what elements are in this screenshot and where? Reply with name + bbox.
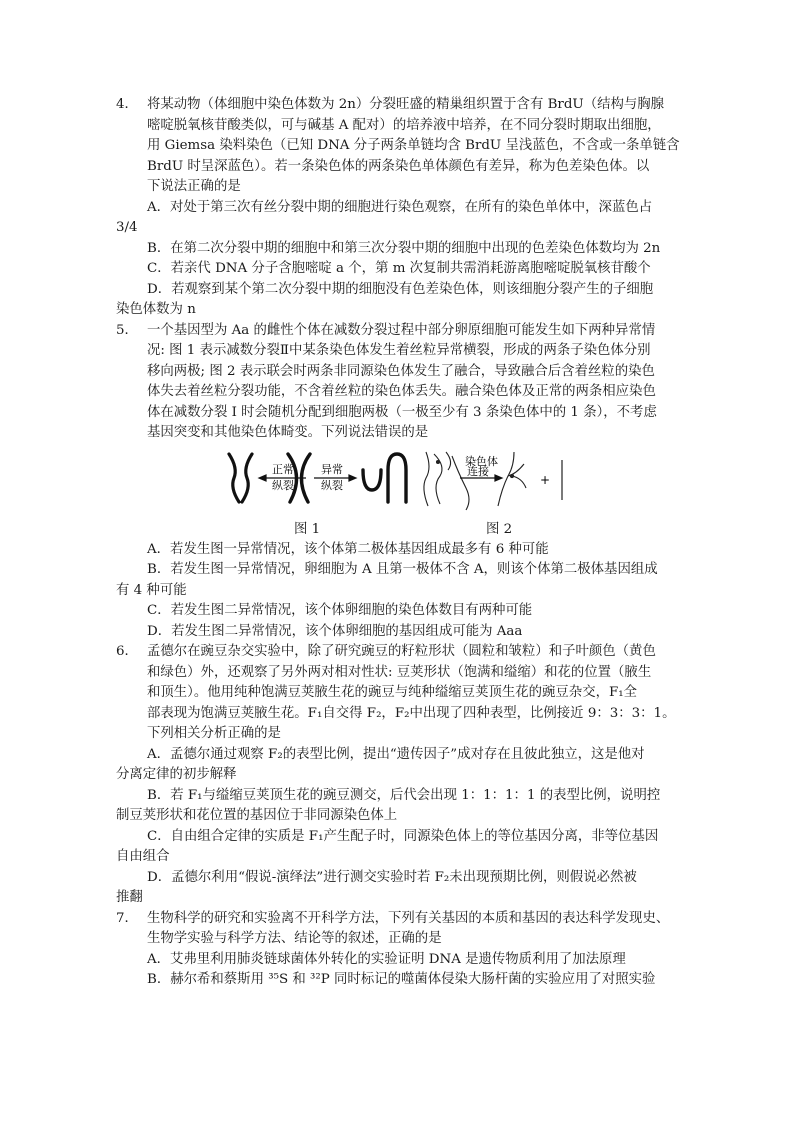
option-d: D．若观察到某个第二次分裂中期的细胞没有色差染色体，则该细胞分裂产生的子细胞 bbox=[147, 281, 654, 297]
option-d-cont: 染色体数为 n bbox=[116, 302, 196, 317]
stem-line: 和顶生）。他用纯种饱满豆荚腋生花的豌豆与纯种缢缩豆荚顶生花的豌豆杂交，F₁全 bbox=[147, 685, 638, 700]
option-c: C．自由组合定律的实质是 F₁产生配子时，同源染色体上的等位基因分离，非等位基因 bbox=[147, 828, 659, 844]
stem-line: 体失去着丝粒分裂功能，不含着丝粒的染色体丢失。融合染色体及正常的两条相应染色 bbox=[147, 384, 656, 399]
question-5 bbox=[116, 321, 688, 643]
question-number: 4． bbox=[116, 97, 138, 112]
stem-line: 生物科学的研究和实验离不开科学方法，下列有关基因的本质和基因的表达科学发现史、 bbox=[147, 910, 670, 926]
figures bbox=[116, 448, 688, 540]
stem-line: 嘧啶脱氧核苷酸类似，可与碱基 A 配对）的培养液中培养，在不同分裂时期取出细胞， bbox=[147, 117, 661, 133]
fusion-chromosomes-icon bbox=[424, 452, 469, 510]
question-6 bbox=[116, 642, 688, 909]
option-a-cont: 分离定律的初步解释 bbox=[116, 767, 237, 782]
stem-line: BrdU 时呈深蓝色）。若一条染色体的两条染色单体颜色有差异，称为色差染色体。以 bbox=[147, 158, 650, 174]
figure-1-caption: 图 1 bbox=[294, 521, 321, 537]
stem-line: 部表现为饱满豆荚腋生花。F₁自交得 F₂，F₂中出现了四种表型，比例接近 9：3：3：1。 bbox=[147, 705, 676, 721]
option-b-cont: 制豆荚形状和花位置的基因位于非同源染色体上 bbox=[116, 808, 398, 823]
stem-line: 生物学实验与科学方法、结论等的叙述，正确的是 bbox=[147, 931, 442, 946]
stem-line: 将某动物（体细胞中染色体数为 2n）分裂旺盛的精巢组织置于含有 BrdU（结构与胸腺 bbox=[147, 97, 665, 112]
stem-line: 和绿色）外，还观察了另外两对相对性状: 豆荚形状（饱满和缢缩）和花的位置（腋生 bbox=[147, 664, 652, 680]
stem-line: 下说法正确的是 bbox=[147, 179, 241, 194]
option-a: A．若发生图一异常情况，该个体第二极体基因组成最多有 6 种可能 bbox=[147, 541, 549, 557]
chromatid-split-left-icon bbox=[229, 454, 252, 502]
option-d: D．若发生图二异常情况，该个体卵细胞的基因组成可能为 Aaa bbox=[147, 623, 523, 639]
exam-page bbox=[116, 95, 688, 991]
stem-line: 下列相关分析正确的是 bbox=[147, 726, 281, 741]
option-c-cont: 自由组合 bbox=[116, 849, 170, 864]
stem-line: 移向两极; 图 2 表示联会时两条非同源染色体发生了融合，导致融合后含着丝粒的染色 bbox=[147, 363, 655, 379]
figure-1-diagram bbox=[116, 448, 688, 520]
label-abnormal: 异常 bbox=[321, 462, 343, 476]
label-connect: 连接 bbox=[467, 464, 489, 478]
option-a: A．孟德尔通过观察 F₂的表型比例，提出“遗传因子”成对存在且彼此独立，这是他对 bbox=[147, 746, 645, 762]
chromosome-u-icon bbox=[363, 470, 381, 490]
label-chromosome: 染色体 bbox=[465, 454, 498, 468]
stem-line: 用 Giemsa 染料染色（已知 DNA 分子两条单链均含 BrdU 呈浅蓝色，不含或一条单链含 bbox=[147, 138, 680, 153]
plus-sign: + bbox=[540, 472, 551, 487]
option-c: C．若发生图二异常情况，该个体卵细胞的染色体数目有两种可能 bbox=[147, 603, 533, 618]
option-b-cont: 有 4 种可能 bbox=[116, 582, 187, 598]
question-4 bbox=[116, 95, 688, 321]
stem-line: 况: 图 1 表示减数分裂Ⅱ中某条染色体发生着丝粒异常横裂，形成的两条子染色体分别 bbox=[147, 343, 651, 358]
option-d: D．孟德尔利用“假说-演绎法”进行测交实验时若 F₂未出现预期比例，则假说必然被 bbox=[147, 869, 637, 885]
chromosome-n-icon bbox=[388, 454, 406, 502]
label-abnormal2: 纵裂 bbox=[321, 478, 343, 492]
label-normal2: 纵裂 bbox=[272, 478, 294, 492]
stem-line: 孟德尔在豌豆杂交实验中，除了研究豌豆的籽粒形状（圆粒和皱粒）和子叶颜色（黄色 bbox=[147, 644, 656, 659]
stem-line: 体在减数分裂 I 时会随机分配到细胞两极（一极至少有 3 条染色体中的 1 条），不考虑 bbox=[147, 404, 657, 420]
figure-2-caption: 图 2 bbox=[486, 521, 513, 537]
option-a-cont: 3/4 bbox=[116, 220, 138, 235]
question-number: 7． bbox=[116, 910, 138, 926]
option-b: B．若发生图一异常情况，卵细胞为 A 且第一极体不含 A，则该个体第二极体基因组成 bbox=[147, 562, 658, 577]
label-normal: 正常 bbox=[272, 462, 294, 476]
fused-chromosome-icon bbox=[498, 452, 526, 506]
question-7 bbox=[116, 909, 688, 991]
option-c: C．若亲代 DNA 分子含胞嘧啶 a 个，第 m 次复制共需消耗游离胞嘧啶脱氧核苷酸个 bbox=[147, 261, 651, 276]
option-b: B．在第二次分裂中期的细胞中和第三次分裂中期的细胞中出现的色差染色体数均为 2n bbox=[147, 240, 661, 256]
stem-line: 基因突变和其他染色体畸变。下列说法错误的是 bbox=[147, 425, 429, 440]
option-a: A．艾弗里利用肺炎链球菌体外转化的实验证明 DNA 是遗传物质利用了加法原理 bbox=[147, 951, 626, 967]
question-number: 5． bbox=[116, 322, 138, 338]
stem-line: 一个基因型为 Aa 的雌性个体在减数分裂过程中部分卵原细胞可能发生如下两种异常情 bbox=[147, 322, 656, 338]
option-b: B．赫尔希和蔡斯用 ³⁵S 和 ³²P 同时标记的噬菌体侵染大肠杆菌的实验应用了对照实验 bbox=[147, 972, 656, 987]
option-d-cont: 推翻 bbox=[116, 890, 143, 905]
option-b: B．若 F₁与缢缩豆荚顶生花的豌豆测交，后代会出现 1：1：1：1 的表型比例，说明控 bbox=[147, 787, 661, 803]
option-a: A．对处于第三次有丝分裂中期的细胞进行染色观察，在所有的染色单体中，深蓝色占 bbox=[147, 199, 653, 215]
question-number: 6． bbox=[116, 644, 138, 659]
